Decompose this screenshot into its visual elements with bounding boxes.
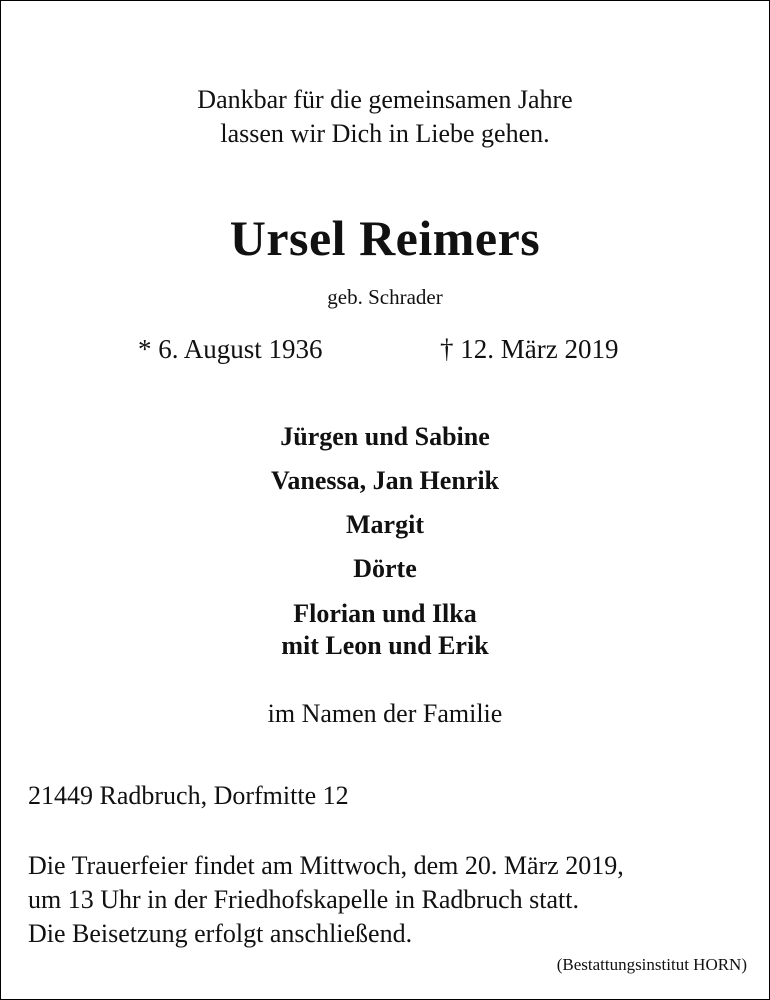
undertaker-credit: (Bestattungsinstitut HORN) <box>556 955 747 974</box>
family-group-line-2: mit Leon und Erik <box>281 631 489 660</box>
family-closing: im Namen der Familie <box>267 699 503 728</box>
deceased-name: Ursel Reimers <box>229 210 541 266</box>
motto-line-2: lassen wir Dich in Liebe gehen. <box>220 119 550 148</box>
family-line-1: Jürgen und Sabine <box>280 422 490 451</box>
birth-name: geb. Schrader <box>327 285 443 309</box>
service-line-3: Die Beisetzung erfolgt anschließend. <box>28 919 413 948</box>
motto-line-1: Dankbar für die gemeinsamen Jahre <box>197 85 573 114</box>
birth-date: * 6. August 1936 <box>138 334 323 364</box>
family-line-2: Vanessa, Jan Henrik <box>270 466 500 495</box>
service-line-2: um 13 Uhr in der Friedhofskapelle in Radbruch statt. <box>28 885 579 914</box>
family-line-4: Dörte <box>353 554 417 583</box>
death-date: † 12. März 2019 <box>440 334 619 364</box>
address: 21449 Radbruch, Dorfmitte 12 <box>28 781 349 810</box>
family-group-line-1: Florian und Ilka <box>293 599 477 628</box>
service-line-1: Die Trauerfeier findet am Mittwoch, dem 20. März 2019, <box>28 851 624 880</box>
family-line-3: Margit <box>346 510 424 539</box>
